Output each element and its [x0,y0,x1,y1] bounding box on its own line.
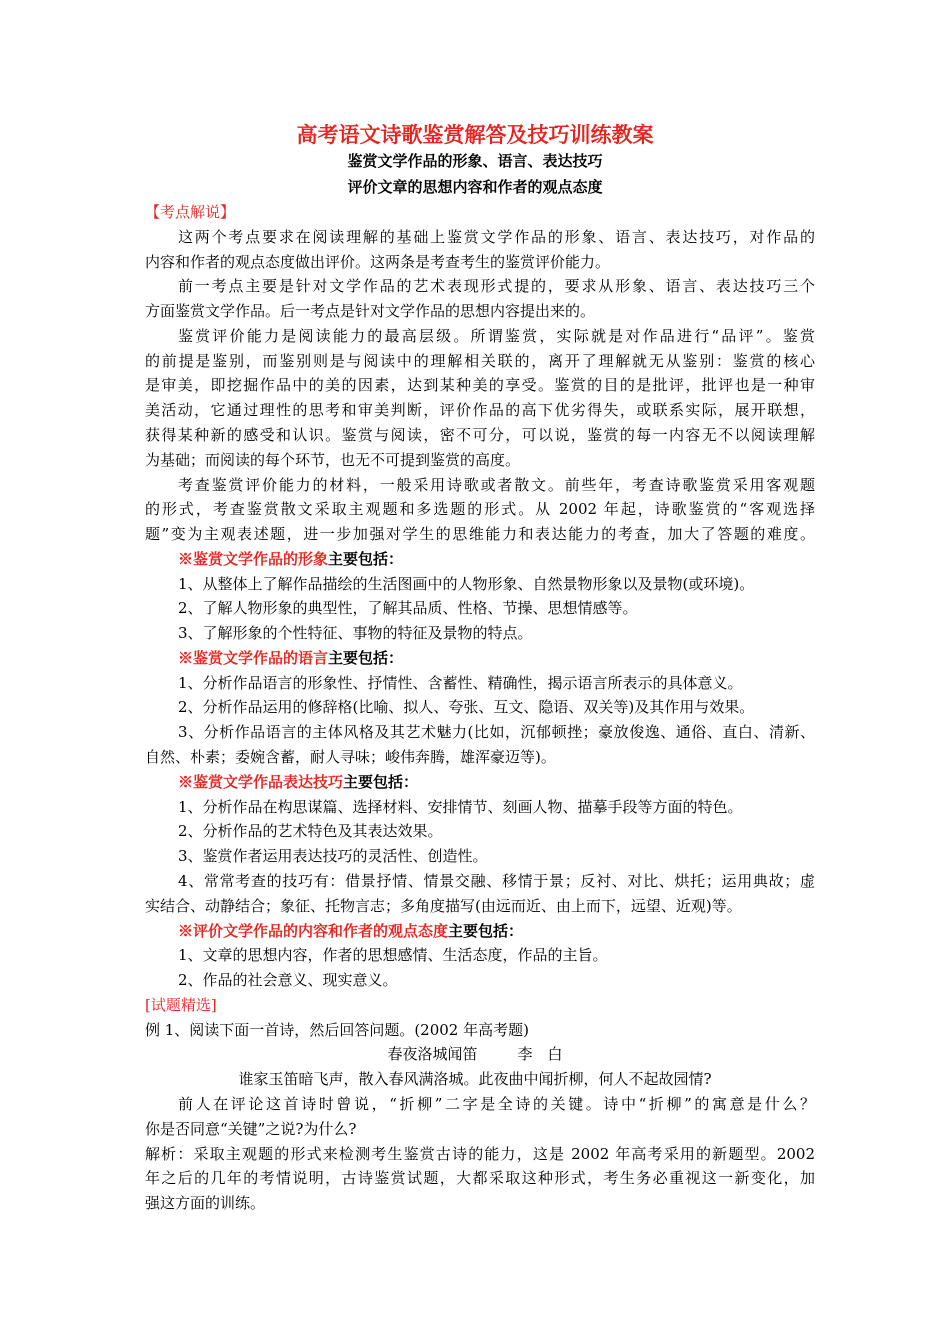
section-tag-exercises: [试题精选] [145,996,217,1014]
paragraph-line: 是审美，即挖掘作品中的美的因素，达到某种美的享受。鉴赏的目的是批评，批评也是一种审 [145,376,815,394]
question-line: 前人在评论这首诗时曾说，“折柳”二字是全诗的关键。诗中“折柳”的寓意是什么？ [178,1095,815,1113]
list-item: 1、分析作品语言的形象性、抒情性、含蓄性、精确性，揭示语言所表示的具体意义。 [178,674,743,692]
list-item: 2、作品的社会意义、现实意义。 [178,971,398,989]
list-item: 实结合、动静结合；象征、托物言志；多角度描写(由远而近、由上而下，远望、近观)等。 [145,897,742,915]
document-title: 高考语文诗歌鉴赏解答及技巧训练教案 [296,122,654,147]
list-item: 2、分析作品的艺术特色及其表达效果。 [178,822,443,840]
list-item: 2、了解人物形象的典型性，了解其品质、性格、节操、思想情感等。 [178,599,638,617]
poem-title: 春夜洛城闻笛 [387,1045,478,1063]
analysis-line: 强这方面的训练。 [145,1194,266,1212]
paragraph-line: 获得某种新的感受和认识。鉴赏与阅读，密不可分，可以说，鉴赏的每一内容无不以阅读理解 [145,426,815,444]
heading-technique [178,770,815,795]
paragraph-line: 为基础；而阅读的每个环节，也无不可提到鉴赏的高度。 [145,451,521,469]
list-item: 1、从整体上了解作品描绘的生活图画中的人物形象、自然景物形象以及景物(或环境)。 [178,575,755,593]
paragraph-line: 方面鉴赏文学作品。后一考点是针对文学作品的思想内容提出来的。 [145,302,596,320]
heading-black-text: 主要包括： [343,773,419,791]
list-item: 1、分析作品在构思谋篇、选择材料、安排情节、刻画人物、描摹手段等方面的特色。 [178,798,743,816]
question-line: 你是否同意“关键”之说?为什么? [145,1120,357,1138]
heading-red-text: ※鉴赏文学作品表达技巧 [178,773,344,791]
paragraph-line: 题”变为主观表述题，进一步加强对学生的思维能力和表达能力的考查，加大了答题的难度。 [145,525,815,543]
analysis-line: 解析：采取主观题的形式来检测考生鉴赏古诗的能力，这是 2002 年高考采用的新题型。2002 [145,1145,815,1163]
analysis-line: 年之后的几年的考情说明，古诗鉴赏试题，大都采取这种形式，考生务必重视这一新变化，加 [145,1169,815,1187]
paragraph-line: 这两个考点要求在阅读理解的基础上鉴赏文学作品的形象、语言、表达技巧，对作品的 [178,228,815,246]
heading-evaluation [178,919,815,944]
heading-black-text: 主要包括： [448,922,524,940]
list-item: 3、了解形象的个性特征、事物的特征及景物的特点。 [178,624,533,642]
paragraph-line: 考查鉴赏评价能力的材料，一般采用诗歌或者散文。前些年，考查诗歌鉴赏采用客观题 [178,476,815,494]
list-item: 3、鉴赏作者运用表达技巧的灵活性、创造性。 [178,847,488,865]
list-item: 3、分析作品语言的主体风格及其艺术魅力(比如，沉郁顿挫；豪放俊逸、通俗、直白、清新、 [178,723,815,741]
heading-language [178,646,815,671]
subtitle-1: 鉴赏文学作品的形象、语言、表达技巧 [347,152,603,170]
heading-black-text: 主要包括： [328,649,404,667]
subtitle-2: 评价文章的思想内容和作者的观点态度 [347,178,603,196]
paragraph-line: 美活动，它通过理性的思考和审美判断，评价作品的高下优劣得失，或联系实际，展开联想， [145,401,815,419]
heading-image [178,547,815,572]
paragraph-line: 的形式，考查鉴赏散文采取主观题和多选题的形式。从 2002 年起，诗歌鉴赏的“客观选择 [145,500,815,518]
heading-red-text: ※评价文学作品的内容和作者的观点态度 [178,922,449,940]
example-heading: 例 1、阅读下面一首诗，然后回答问题。(2002 年高考题) [145,1021,529,1039]
paragraph-line: 前一考点主要是针对文学作品的艺术表现形式提的，要求从形象、语言、表达技巧三个 [178,277,815,295]
poem-body: 谁家玉笛暗飞声，散入春风满洛城。此夜曲中闻折柳，何人不起故园情? [238,1070,712,1088]
list-item: 1、文章的思想内容，作者的思想感情、生活态度，作品的主旨。 [178,946,608,964]
paragraph-line: 内容和作者的观点态度做出评价。这两条是考查考生的鉴赏评价能力。 [145,253,611,271]
section-tag-explanation: 【考点解说】 [145,203,236,221]
list-item: 4、常常考查的技巧有：借景抒情、情景交融、移情于景；反衬、对比、烘托；运用典故；虚 [178,872,815,890]
poem-author: 李 白 [517,1045,563,1063]
paragraph-line: 的前提是鉴别，而鉴别则是与阅读中的理解相关联的，离开了理解就无从鉴别：鉴赏的核心 [145,352,815,370]
list-item: 2、分析作品运用的修辞格(比喻、拟人、夸张、互文、隐语、双关等)及其作用与效果。 [178,698,755,716]
paragraph-line: 鉴赏评价能力是阅读能力的最高层级。所谓鉴赏，实际就是对作品进行“品评”。鉴赏 [178,327,815,345]
heading-red-text: ※鉴赏文学作品的形象 [178,550,329,568]
heading-black-text: 主要包括： [328,550,404,568]
poem-heading [145,1042,805,1067]
heading-red-text: ※鉴赏文学作品的语言 [178,649,329,667]
list-item: 自然、朴素；委婉含蓄，耐人寻味；峻伟奔腾，雄浑豪迈等)。 [145,748,556,766]
